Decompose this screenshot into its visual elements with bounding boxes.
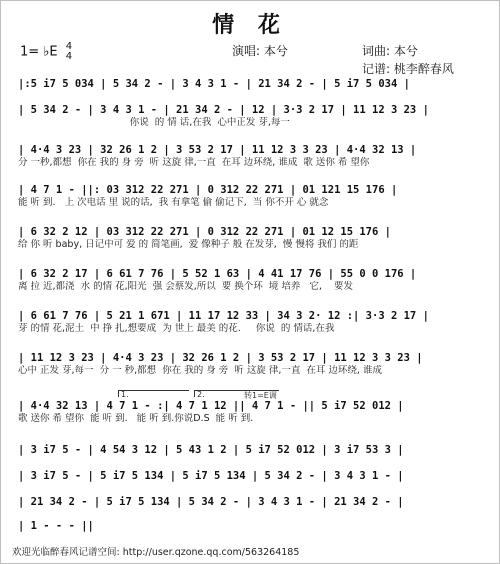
notation-row	[18, 470, 480, 483]
song-title: 情 花	[212, 12, 288, 38]
singer-credit: 演唱: 本兮	[232, 44, 288, 58]
key-signature	[20, 42, 72, 62]
lyrics-line: 心中 正发 芽,每一 分 一 秒,都想 你在 我的 身 旁 听 这旋 律,一直 在耳 边环绕, 谁成	[18, 365, 382, 376]
volta-bracket-1	[118, 390, 189, 397]
footer-credit: 欢迎光临醉春风记谱空间: http://user.qzone.qq.com/563264185	[12, 547, 300, 558]
notes-line: | 3 i7 5 - | 5 i7 5 134 | 5 i7 5 134 | 5 34 2 - | 3 4 3 1 - |	[18, 470, 404, 482]
notation-row	[18, 226, 480, 251]
notes-line: | 21 34 2 - | 5 i7 5 134 | 5 34 2 - | 3 4 3 1 - | 21 34 2 - |	[18, 496, 404, 508]
lyrics-line: 你说 的 情 话,在我 心中正发 芽,每一	[18, 117, 290, 128]
composer-credit: 词曲: 本兮	[362, 44, 418, 58]
notation-row	[18, 144, 480, 169]
notation-row	[18, 520, 480, 533]
key-label: 1= ♭E	[20, 44, 58, 60]
lyrics-line: 能 听 到. 上 次电话 里 说的话, 我 有拿笔 偷 偷记下, 当 你不开 心 就念	[18, 197, 329, 208]
modulation-mark: 转1=E调	[244, 391, 277, 400]
lyrics-line: 给 你 听 baby, 日记中可 爱 的 简笔画, 爱 像种子 般 在发芽, 慢 慢将 我们 的距	[18, 239, 359, 250]
time-top: 4	[65, 41, 73, 52]
notation-row	[18, 496, 480, 509]
notation-row	[18, 78, 480, 91]
lyrics-line: 离 拉 近,都浇 水 的情 花,阳光 强 会蔡发,所以 要 换个环 境 培养 它, 要发	[18, 281, 354, 292]
volta-label-1: 1.	[121, 390, 129, 399]
notes-line: | 6 32 2 12 | 03 312 22 271 | 0 312 22 271 | 01 12 15 176 |	[18, 226, 391, 238]
notation-row	[18, 310, 480, 335]
notes-line: | 4·4 32 13 | 4 7 1 - :| 4 7 1 12 || 4 7 1 - || 5 i7 52 012 |	[18, 400, 404, 412]
notation-row	[18, 352, 480, 377]
lyrics-line: 芽 的情 花,泥土 中 挣 扎,想要成 为 世上 最美 的花. 你说 的 情话,在我	[18, 323, 335, 334]
notation-row	[18, 184, 480, 209]
notes-line: | 1 - - - ||	[18, 520, 94, 532]
volta-label-2: 2.	[197, 390, 205, 399]
notes-line: | 6 32 2 17 | 6 61 7 76 | 5 52 1 63 | 4 41 17 76 | 55 0 0 176 |	[18, 268, 417, 280]
lyrics-line: 歌 送你 希 望你 能 听 到. 能 听 到.你说D.S 能 听 到.	[18, 413, 254, 424]
notes-line: | 5 34 2 - | 3 4 3 1 - | 21 34 2 - | 12 | 3·3 2 17 | 11 12 3 23 |	[18, 104, 429, 116]
notes-line: | 11 12 3 23 | 4·4 3 23 | 32 26 1 2 | 3 53 2 17 | 11 12 3 3 23 |	[18, 352, 423, 364]
notation-row	[18, 104, 480, 129]
time-signature	[66, 42, 72, 62]
lyrics-line: 分 一秒,都想 你在 我的 身 旁 听 这旋 律,一直 在耳 边环绕, 谁成 歌 送你 希 望你	[18, 157, 370, 168]
notes-line: | 6 61 7 76 | 5 21 1 671 | 11 17 12 33 | 34 3 2· 12 :| 3·3 2 17 |	[18, 310, 429, 322]
notes-line: |:5 i7 5 034 | 5 34 2 - | 3 4 3 1 - | 21 34 2 - | 5 i7 5 034 |	[18, 78, 410, 90]
notes-line: | 3 i7 5 - | 4 54 3 12 | 5 43 1 2 | 5 i7 52 012 | 3 i7 53 3 |	[18, 444, 404, 456]
notation-row	[18, 444, 480, 457]
notation-row	[18, 268, 480, 293]
notes-line: | 4·4 3 23 | 32 26 1 2 | 3 53 2 17 | 11 12 3 3 23 | 4·4 32 13 |	[18, 144, 417, 156]
time-bottom: 4	[65, 51, 73, 62]
notes-line: | 4 7 1 - ||: 03 312 22 271 | 0 312 22 271 | 01 121 15 176 |	[18, 184, 398, 196]
notation-row	[18, 400, 480, 425]
transcriber-credit: 记谱: 桃李醉春风	[362, 62, 454, 76]
